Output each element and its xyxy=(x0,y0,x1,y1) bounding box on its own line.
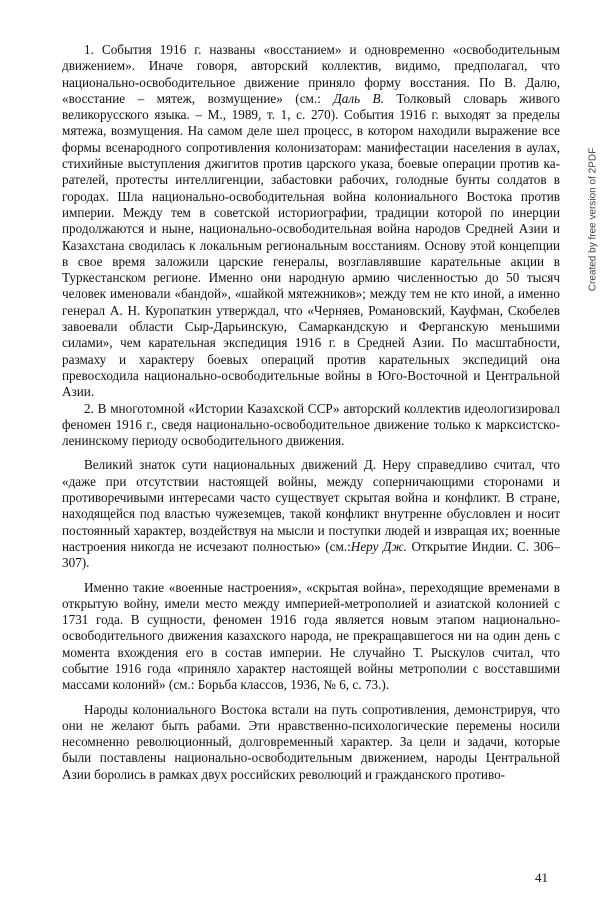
paragraph-2 xyxy=(62,401,560,450)
paragraph-3-text: Великий знаток сути национальных движений Д. Неру справедливо считал, что «даже при отсутствии настоящей войны, между соперничающими сторонами и противоречивыми интересами часто существует скрытая война и конфликт. В стране, находящейся под властью чужеземцев, такой конфликт внутренне обусловлен и носит постоянный характер, воздействуя на мысли и поступки людей и извращая их; военные настроения никогда не исчезают полностью» (см.: xyxy=(62,457,560,554)
paragraph-1-text: 1. События 1916 г. названы «восстанием» и одновременно «освободительным движением». Иначе говоря, авторский коллектив, видимо, предполагал, что национально-освободительное движение приняло форму восстания. По В. Далю, «восстание – мятеж, возмущение» (см.: xyxy=(62,42,560,106)
pdf-watermark: Created by free version of 2PDF xyxy=(587,147,599,292)
paragraph-2-text: 2. В многотомной «Истории Казахской ССР» авторский коллектив идеологизировал феномен 1916 г., сведя национально-освободительное движение только к марксистско-ленинскому периоду освободительного движения. xyxy=(62,400,560,449)
paragraph-4 xyxy=(62,580,560,694)
paragraph-5 xyxy=(62,702,560,783)
paragraph-4-text: Именно такие «военные настроения», «скрытая война», переходящие временами в открытую войну, имели место между империей-метрополией и азиатской колонией с 1731 года. В сущности, феномен 1916 года является новым этапом национально-освободительного движения казахского народа, не прекращавшегося ни на один день с момента вхождения его в состав империи. Не случайно Т. Рыскулов считал, что событие 1916 года «приняло характер настоящей войны метрополии с восставшими массами колоний» (см.: Борьба классов, 1936, № 6, с. 73.). xyxy=(62,579,560,693)
paragraph-3-text-continued: Открытие Индии. С. 306–307). xyxy=(62,538,560,571)
paragraph-1 xyxy=(62,42,560,401)
paragraph-3 xyxy=(62,457,560,571)
document-body xyxy=(62,42,560,783)
paragraph-1-text-continued: Толковый словарь живого великорусского языка. – М., 1989, т. 1, с. 270). События 1916 г. выходят за пределы мятежа, возмущения. На самом деле шел процесс, в котором находили выражение все формы всенародного сопротивления колонизаторам: манифестации населения в аулах, стихийные выступления джигитов против царского указа, боевые операции против карателей, протесты интеллигенции, забастовки рабочих, голодные бунты солдатов в городах. Шла национально-освободительная война колониального Востока против империи. Между тем в советской историографии, традиции которой по инерции продолжаются и ныне, национально-освободительная война народов Средней Азии и Казахстана сводилась к локальным региональным восстаниям. Основу этой концепции в свое время заложили царские генералы, возглавлявшие карательные акции в Туркестанском регионе. Именно они народную армию численностью до 50 тысяч человек именовали «бандой», «шайкой мятежников»; между тем не кто иной, а именно генерал А. Н. Куропаткин утверждал, что «Черняев, Романовский, Кауфман, Скобелев завоевали области Сыр-Дарьинскую, Самаркандскую и Ферганскую меньшими силами», чем карательная экспедиция 1916 г. в Средней Азии. По масштабности, размаху и характеру боевых операций против карательных экспедиций она превосходила национально-освободительные войны в Юго-Восточной и Центральной Азии. xyxy=(62,90,561,400)
paragraph-5-text: Народы колониального Востока встали на путь сопротивления, демонстрируя, что они не желают быть рабами. Эти нравственно-психологические перемены носили несомненно революционный, долговременный характер. За цели и задачи, которые были поставлены национально-освободительным движением, народы Центральной Азии боролись в рамках двух российских революций и гражданского противо- xyxy=(62,701,560,782)
citation-author-nehru: Неру Дж. xyxy=(350,538,407,554)
citation-author-dal: Даль В. xyxy=(333,90,384,106)
page-number: 41 xyxy=(535,870,548,885)
